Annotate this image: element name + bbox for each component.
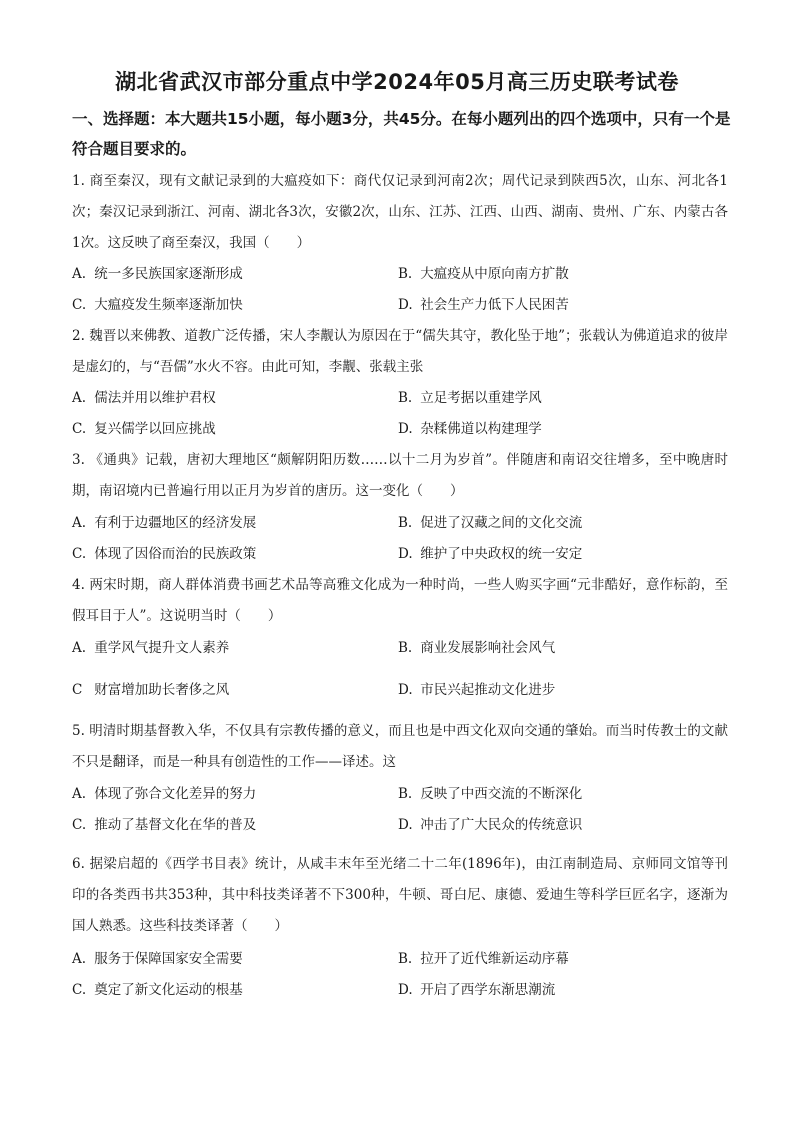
question-2-option-b — [398, 388, 542, 408]
option-key: B. — [398, 266, 413, 282]
question-1-option-c — [72, 295, 243, 315]
option-text: 反映了中西交流的不断深化 — [420, 786, 583, 802]
option-key: D. — [398, 817, 413, 833]
question-4-option-b — [398, 638, 555, 658]
question-2-stem: 2. 魏晋以来佛教、道教广泛传播，宋人李觏认为原因在于“儒失其守，教化坠于地”；张载认为佛道追求的彼岸是虚幻的，与“吾儒”水火不容。由此可知，李觏、张载主张 — [72, 328, 728, 375]
option-text: 社会生产力低下人民困苦 — [420, 297, 569, 313]
option-text: 市民兴起推动文化进步 — [420, 682, 556, 698]
option-key: C. — [72, 297, 87, 313]
option-key: A. — [72, 951, 87, 967]
option-text: 大瘟疫从中原向南方扩散 — [420, 266, 569, 282]
option-text: 复兴儒学以回应挑战 — [94, 421, 216, 437]
question-5-option-a — [72, 784, 256, 804]
option-key: B. — [398, 390, 413, 406]
option-key: A. — [72, 786, 87, 802]
option-key: B. — [398, 515, 413, 531]
question-4-stem: 4. 两宋时期，商人群体消费书画艺术品等高雅文化成为一种时尚，一些人购买字画“元非酷好，意作标韵，至假耳目于人”。这说明当时（ ） — [72, 577, 728, 624]
option-text: 奠定了新文化运动的根基 — [94, 982, 243, 998]
option-text: 维护了中央政权的统一安定 — [420, 546, 583, 562]
option-text: 商业发展影响社会风气 — [420, 640, 556, 656]
question-6-option-c — [72, 980, 243, 1000]
question-5-option-d — [398, 815, 582, 835]
option-key: A. — [72, 390, 87, 406]
option-key: A. — [72, 515, 87, 531]
question-1-option-d — [398, 295, 569, 315]
question-3-option-b — [398, 513, 582, 533]
question-3-option-a — [72, 513, 256, 533]
option-text: 有利于边疆地区的经济发展 — [94, 515, 257, 531]
option-key: C. — [72, 421, 87, 437]
option-key: C. — [72, 546, 87, 562]
question-6-option-a — [72, 949, 243, 969]
option-text: 服务于保障国家安全需要 — [94, 951, 243, 967]
option-key: D. — [398, 982, 413, 998]
question-4-option-d — [398, 680, 555, 700]
option-text: 体现了因俗而治的民族政策 — [94, 546, 257, 562]
question-4-option-c — [72, 680, 229, 700]
question-5-option-c — [72, 815, 256, 835]
option-key: D. — [398, 297, 413, 313]
option-text: 财富增加助长奢侈之风 — [94, 682, 230, 698]
question-2-option-a — [72, 388, 216, 408]
option-text: 促进了汉藏之间的文化交流 — [420, 515, 583, 531]
option-text: 立足考据以重建学风 — [420, 390, 542, 406]
question-1-option-a — [72, 264, 243, 284]
option-key: A. — [72, 266, 87, 282]
question-5-option-b — [398, 784, 582, 804]
question-5-stem: 5. 明清时期基督教入华，不仅具有宗教传播的意义，而且也是中西文化双向交通的肇始。而当时传教士的文献不只是翻译，而是一种具有创造性的工作——译述。这 — [72, 723, 728, 770]
option-key: C — [72, 682, 83, 698]
option-key: D. — [398, 682, 413, 698]
question-4-option-a — [72, 638, 229, 658]
section-heading: 一、选择题：本大题共15小题，每小题3分，共45分。在每小题列出的四个选项中，只有一个是符合题目要求的。 — [72, 110, 731, 158]
option-text: 儒法并用以维护君权 — [94, 390, 216, 406]
option-text: 重学风气提升文人素养 — [94, 640, 230, 656]
option-text: 体现了弥合文化差异的努力 — [94, 786, 257, 802]
option-key: D. — [398, 546, 413, 562]
exam-title: 湖北省武汉市部分重点中学2024年05月高三历史联考试卷 — [115, 70, 679, 94]
option-text: 统一多民族国家逐渐形成 — [94, 266, 243, 282]
question-3-option-c — [72, 544, 256, 564]
question-3-option-d — [398, 544, 582, 564]
option-key: C. — [72, 817, 87, 833]
option-text: 开启了西学东渐思潮流 — [420, 982, 556, 998]
question-2-option-c — [72, 419, 216, 439]
option-text: 推动了基督文化在华的普及 — [94, 817, 257, 833]
option-key: B. — [398, 786, 413, 802]
option-key: B. — [398, 640, 413, 656]
option-key: C. — [72, 982, 87, 998]
option-key: D. — [398, 421, 413, 437]
option-key: A. — [72, 640, 87, 656]
question-1-option-b — [398, 264, 569, 284]
option-text: 拉开了近代维新运动序幕 — [420, 951, 569, 967]
question-2-option-d — [398, 419, 542, 439]
option-text: 大瘟疫发生频率逐渐加快 — [94, 297, 243, 313]
question-6-option-b — [398, 949, 569, 969]
question-6-option-d — [398, 980, 555, 1000]
option-text: 冲击了广大民众的传统意识 — [420, 817, 583, 833]
question-6-stem: 6. 据梁启超的《西学书目表》统计，从咸丰末年至光绪二十二年(1896年)，由江南制造局、京师同文馆等刊印的各类西书共353种，其中科技类译著不下300种，牛顿、哥白尼、康德、爱迪生等科学巨匠名字，逐渐为国人熟悉。这些科技类译著（ ） — [72, 856, 728, 934]
option-key: B. — [398, 951, 413, 967]
option-text: 杂糅佛道以构建理学 — [420, 421, 542, 437]
question-3-stem: 3. 《通典》记载，唐初大理地区“颇解阴阳历数……以十二月为岁首”。伴随唐和南诏交往增多，至中晚唐时期，南诏境内已普遍行用以正月为岁首的唐历。这一变化（ ） — [72, 452, 728, 499]
question-1-stem: 1. 商至秦汉，现有文献记录到的大瘟疫如下：商代仅记录到河南2次；周代记录到陕西5次，山东、河北各1次；秦汉记录到浙江、河南、湖北各3次，安徽2次，山东、江苏、江西、山西、湖南、贵州、广东、内蒙古各1次。这反映了商至秦汉，我国（ ） — [72, 173, 728, 251]
